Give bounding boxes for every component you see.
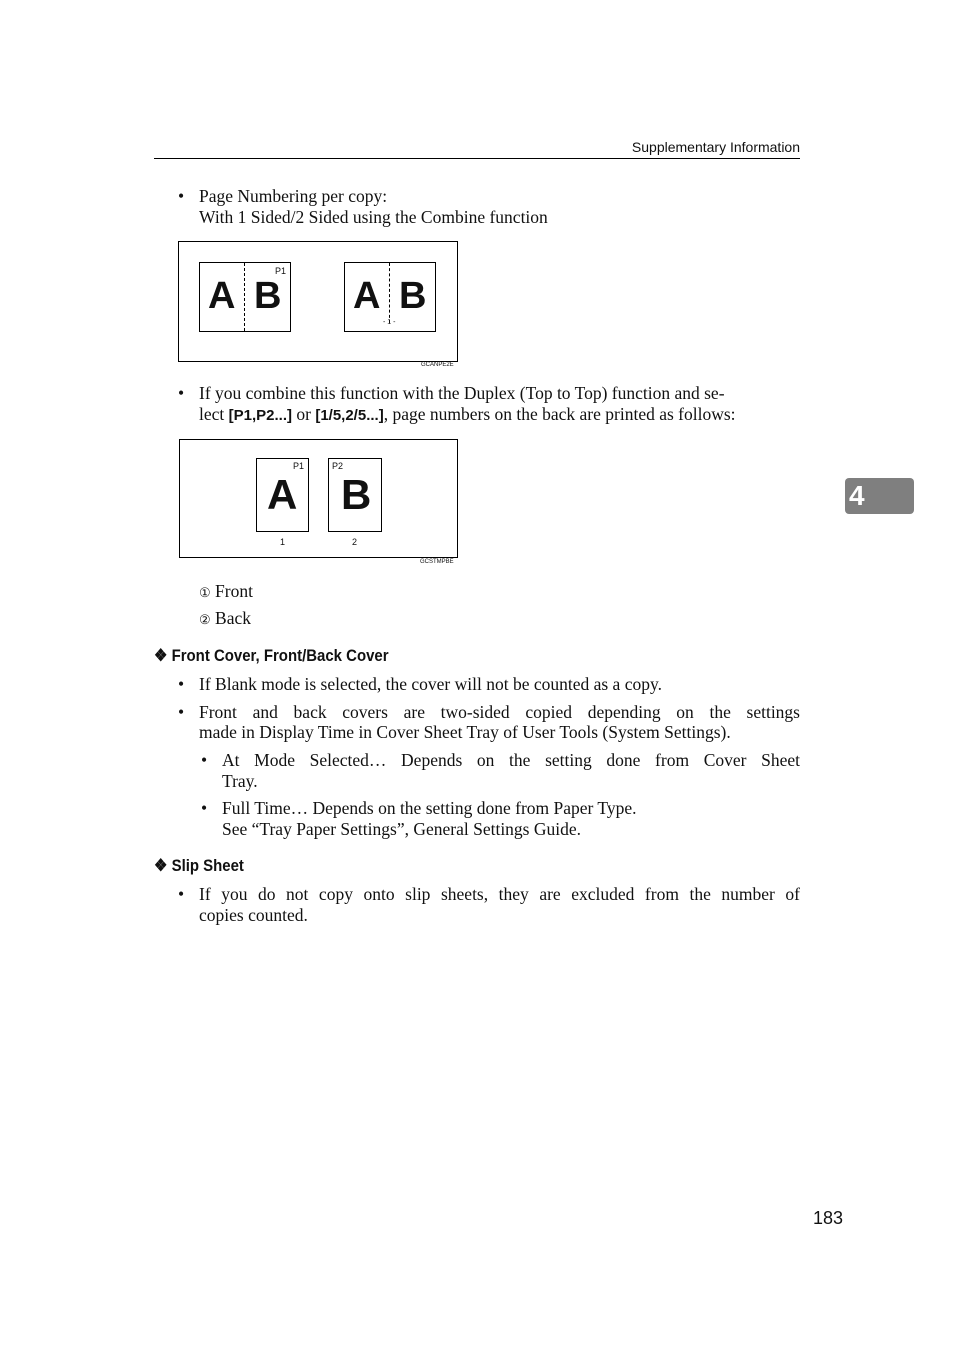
bullet: • — [178, 383, 185, 403]
figure-code: GCANPE2E — [421, 362, 454, 368]
bullet-text: made in Display Time in Cover Sheet Tray of User Tools (System Settings). — [199, 722, 731, 742]
page-illustration — [199, 262, 291, 332]
page-illustration — [328, 458, 382, 532]
bullet-text: If Blank mode is selected, the cover will not be counted as a copy. — [199, 674, 662, 694]
document-page: Supplementary Information 4 • Page Numbering per copy: With 1 Sided/2 Sided using the Combine function A B P1 A B - 1 - GCANPE2E • If you combine this function with the Duplex (Top to Top) function and se- lect [P1,P2...] or [1/5,2/5...], page numbers on the back are printed as follows: A P1 B P2 1 2 GCSTMPBE ① Front ② Back ❖ Front Cover, Front/Back Cover • If Blank mode is selected, the cover will not be counted as a copy. • Front and back covers are two-sided copied depending on the settings made in Display Time in Cover Sheet Tray of User Tools (System Settings). • At Mode Selected… Depends on the setting done from Cover Sheet Tray. • Full Time… Depends on the setting done from Paper Type. See “Tray Paper Settings”, General Settings Guide. ❖ Slip Sheet • If you do not copy onto slip sheets, they are excluded from the number of copies counted. 183 — [0, 0, 954, 1351]
section-heading: ❖ Slip Sheet — [154, 856, 244, 875]
callout-number: 1 — [280, 537, 286, 547]
legend-item: ② Back — [199, 608, 251, 628]
legend-item: ① Front — [199, 581, 253, 601]
letter: A — [353, 275, 381, 317]
diamond-icon: ❖ — [154, 856, 168, 875]
page-illustration — [256, 458, 309, 532]
bullet-text: Front and back covers are two-sided copied depending on the settings — [199, 702, 800, 722]
bullet-text: If you do not copy onto slip sheets, they are excluded from the number of — [199, 884, 800, 904]
section-heading: ❖ Front Cover, Front/Back Cover — [154, 646, 389, 665]
bullet-text: With 1 Sided/2 Sided using the Combine function — [199, 207, 548, 227]
sub-bullet-text: See “Tray Paper Settings”, General Settings Guide. — [222, 819, 582, 839]
figure-code: GCSTMPBE — [420, 559, 454, 565]
letter: B — [341, 471, 372, 518]
page-label: P1 — [275, 266, 287, 276]
bullet-text: Page Numbering per copy: — [199, 186, 388, 206]
page-number: 183 — [813, 1208, 844, 1228]
header-rule — [154, 158, 800, 159]
running-header: Supplementary Information — [631, 139, 800, 155]
chapter-tab: 4 — [845, 478, 914, 514]
figure-combine — [178, 241, 458, 362]
letter: B — [254, 275, 282, 317]
sub-bullet-text: Full Time… Depends on the setting done from Paper Type. — [222, 798, 637, 818]
letter: A — [208, 275, 236, 317]
key-label: [P1,P2...] — [228, 407, 292, 424]
letter: A — [267, 471, 298, 518]
bullet-text: lect [P1,P2...] or [1/5,2/5...], page numbers on the back are printed as follows: — [199, 404, 736, 424]
page-label: P2 — [332, 461, 344, 471]
page-illustration — [344, 262, 436, 332]
page-label: P1 — [293, 461, 305, 471]
letter: B — [399, 275, 427, 317]
figure-duplex — [179, 439, 458, 558]
page-number-label: - 1 - — [383, 319, 396, 326]
sub-bullet-text: At Mode Selected… Depends on the setting done from Cover Sheet — [222, 750, 800, 770]
key-label: [1/5,2/5...] — [315, 407, 384, 424]
bullet-text: copies counted. — [199, 905, 308, 925]
diamond-icon: ❖ — [154, 646, 168, 665]
bullet: • — [178, 186, 185, 206]
sub-bullet-text: Tray. — [222, 771, 258, 791]
bullet-text: If you combine this function with the Duplex (Top to Top) function and se- — [199, 383, 725, 403]
callout-number: 2 — [352, 537, 358, 547]
